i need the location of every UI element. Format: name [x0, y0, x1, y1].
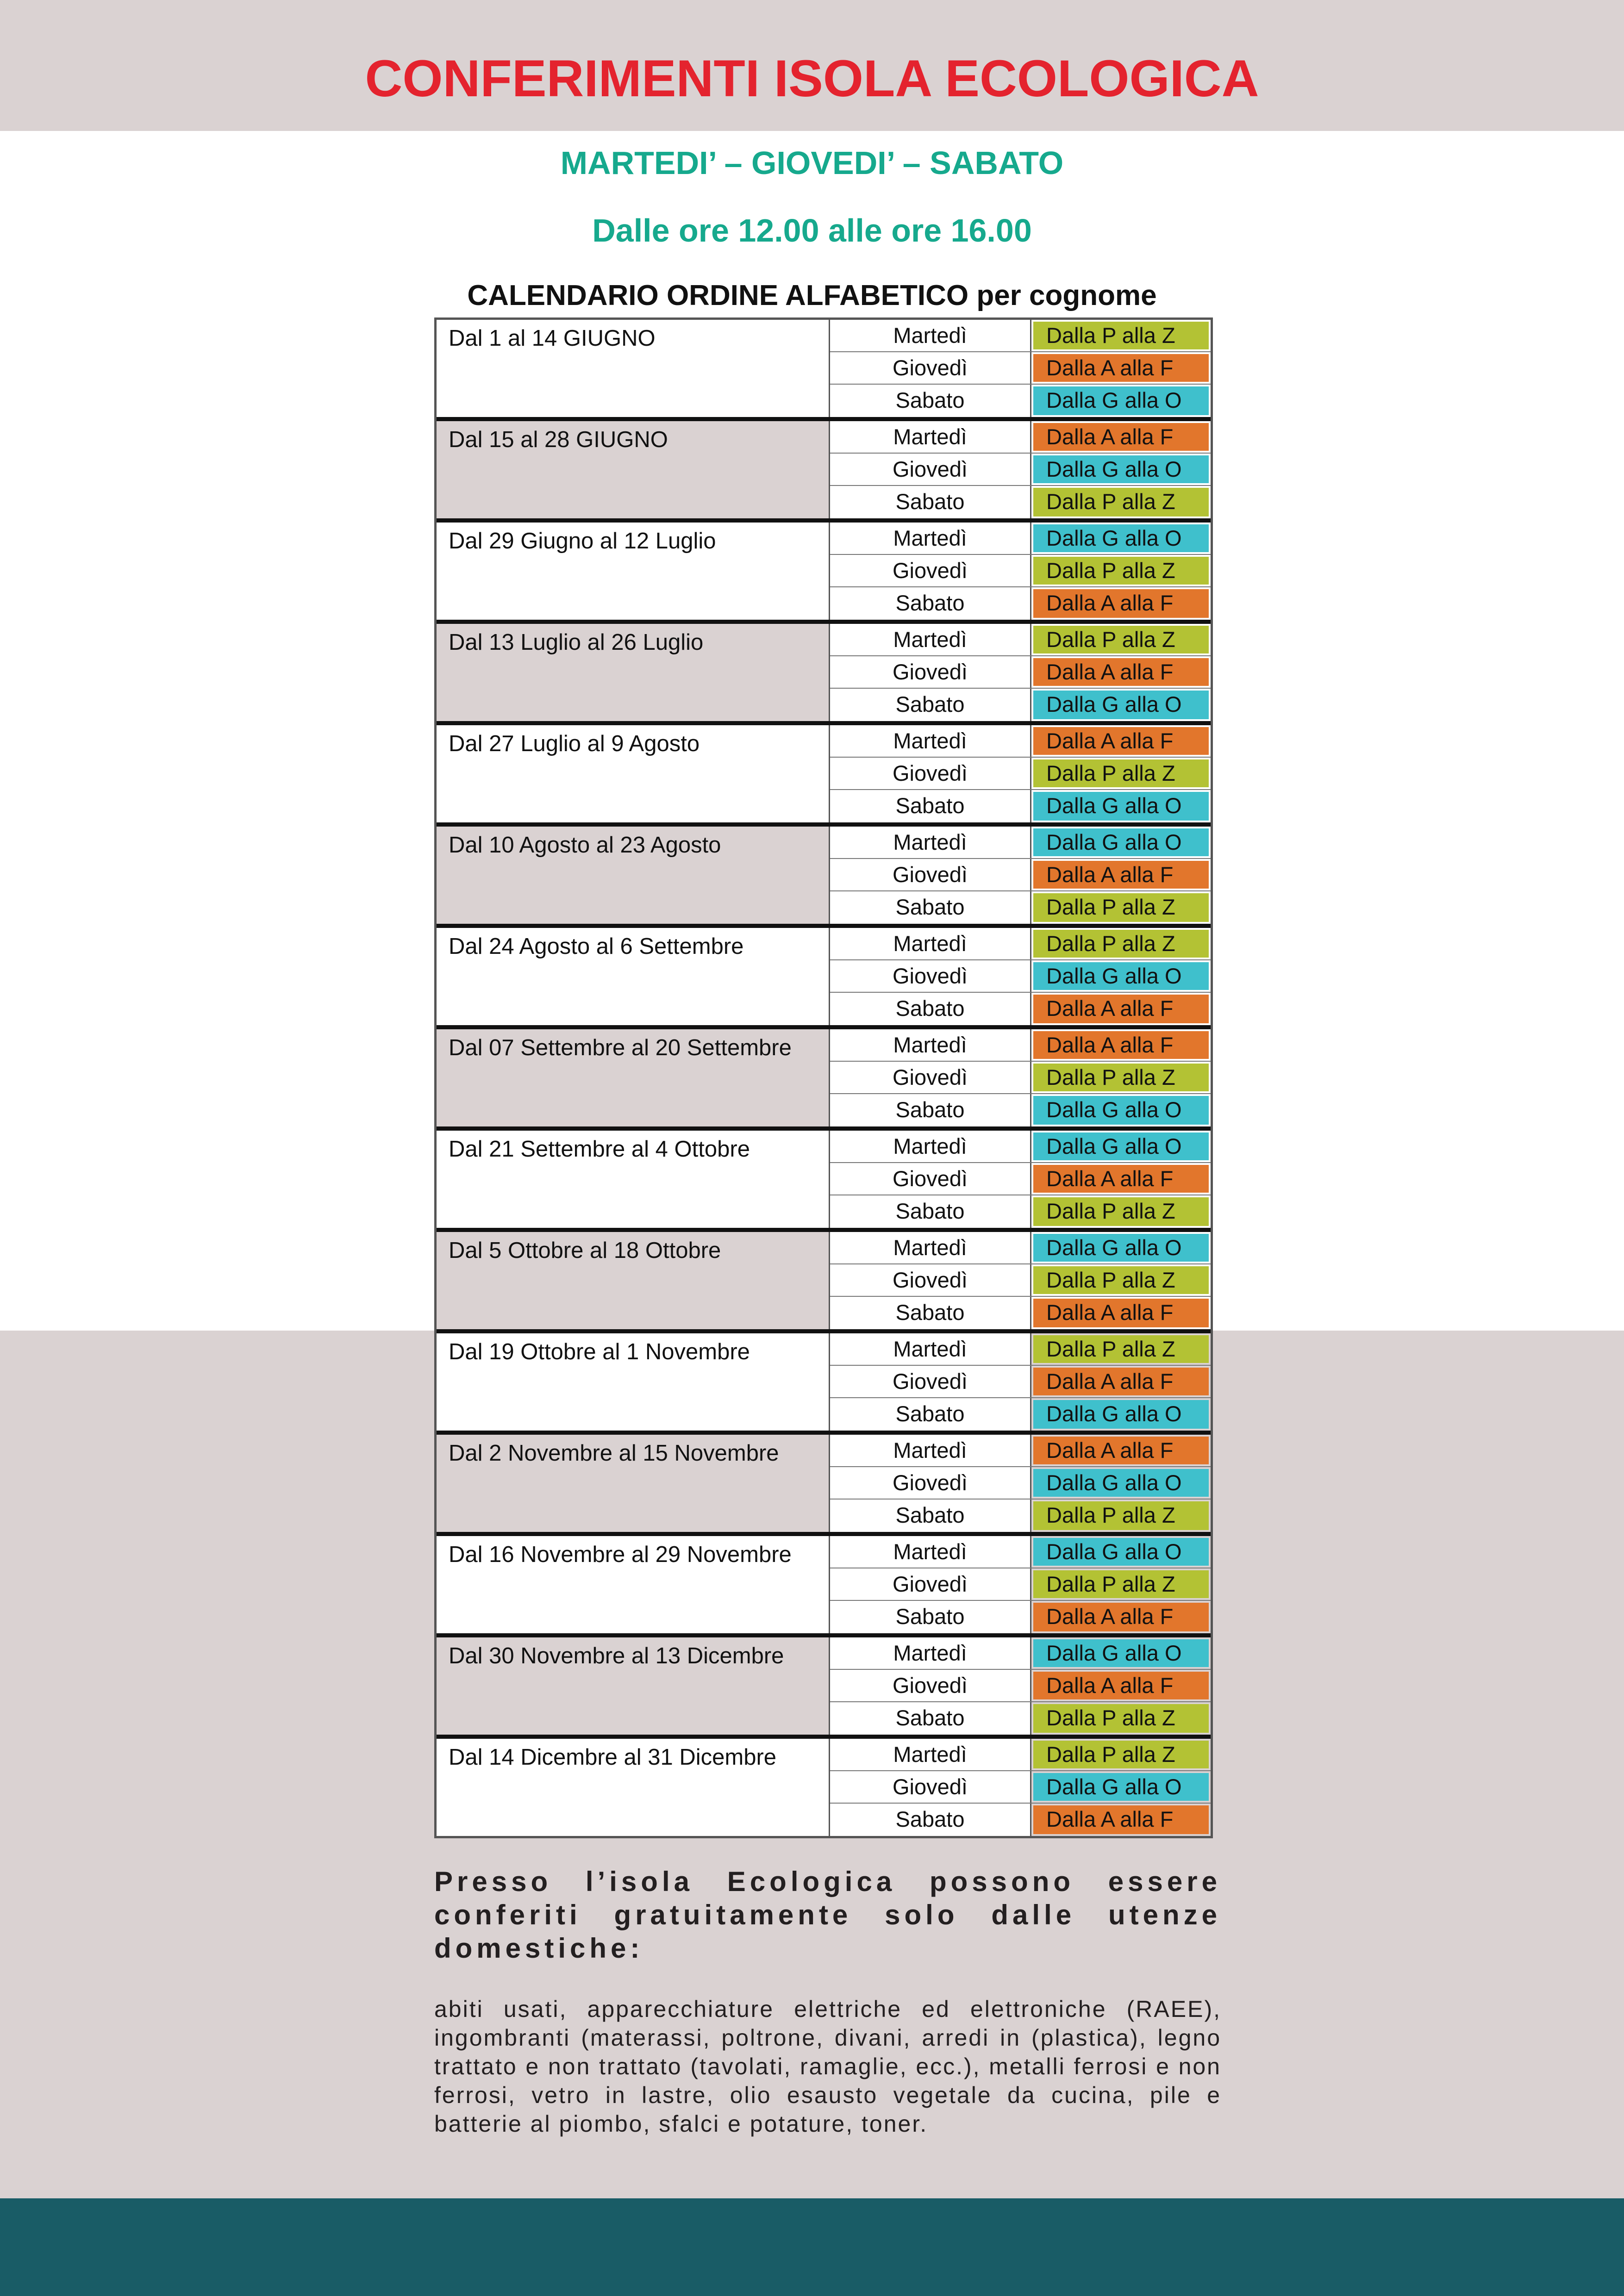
- table-row: [830, 1333, 1211, 1366]
- table-row: [830, 523, 1211, 555]
- day-cell: Sabato: [830, 1195, 1031, 1228]
- period-block: [437, 1536, 1211, 1637]
- period-range: Dal 24 Agosto al 6 Settembre: [437, 928, 830, 1025]
- table-row: [830, 624, 1211, 656]
- table-heading: CALENDARIO ORDINE ALFABETICO per cognome: [467, 280, 1157, 311]
- surname-range-cell: Dalla G alla O: [1033, 524, 1209, 552]
- day-cell: Giovedì: [830, 454, 1031, 485]
- surname-range-cell: Dalla P alla Z: [1033, 1266, 1209, 1294]
- table-row: [830, 1670, 1211, 1702]
- surname-range-cell: Dalla G alla O: [1033, 386, 1209, 415]
- table-row: [830, 1297, 1211, 1329]
- table-row: [830, 1195, 1211, 1228]
- day-cell: Martedì: [830, 928, 1031, 959]
- page-title: CONFERIMENTI ISOLA ECOLOGICA: [365, 50, 1259, 107]
- surname-range-cell: Dalla P alla Z: [1033, 626, 1209, 653]
- surname-range-cell: Dalla A alla F: [1033, 1437, 1209, 1464]
- surname-range-cell: Dalla A alla F: [1033, 1672, 1209, 1699]
- surname-range-cell: Dalla G alla O: [1033, 1639, 1209, 1667]
- surname-range-cell: Dalla P alla Z: [1033, 1570, 1209, 1598]
- surname-range-cell: Dalla P alla Z: [1033, 1501, 1209, 1530]
- schedule-table: [434, 317, 1213, 1838]
- surname-range-cell: Dalla A alla F: [1033, 1368, 1209, 1395]
- day-cell: Giovedì: [830, 1771, 1031, 1803]
- day-cell: Sabato: [830, 1702, 1031, 1735]
- table-row: [830, 928, 1211, 960]
- day-cell: Sabato: [830, 486, 1031, 518]
- surname-range-cell: Dalla G alla O: [1033, 455, 1209, 483]
- day-cell: Giovedì: [830, 1670, 1031, 1701]
- opening-days: MARTEDI’ – GIOVEDI’ – SABATO: [560, 145, 1064, 181]
- surname-range-cell: Dalla G alla O: [1033, 1469, 1209, 1497]
- surname-range-cell: Dalla A alla F: [1033, 861, 1209, 889]
- table-row: [830, 1398, 1211, 1431]
- period-block: [437, 421, 1211, 523]
- day-cell: Sabato: [830, 385, 1031, 417]
- table-row: [830, 1366, 1211, 1398]
- surname-range-cell: Dalla P alla Z: [1033, 322, 1209, 349]
- table-row: [830, 1232, 1211, 1264]
- surname-range-cell: Dalla A alla F: [1033, 354, 1209, 382]
- day-cell: Martedì: [830, 1739, 1031, 1770]
- day-cell: Sabato: [830, 790, 1031, 822]
- surname-range-cell: Dalla A alla F: [1033, 727, 1209, 755]
- day-cell: Sabato: [830, 1297, 1031, 1329]
- day-cell: Martedì: [830, 725, 1031, 757]
- table-row: [830, 656, 1211, 689]
- surname-range-cell: Dalla A alla F: [1033, 589, 1209, 618]
- surname-range-cell: Dalla A alla F: [1033, 658, 1209, 686]
- table-row: [830, 891, 1211, 924]
- table-row: [830, 1062, 1211, 1094]
- table-row: [830, 1467, 1211, 1500]
- day-cell: Sabato: [830, 891, 1031, 924]
- surname-range-cell: Dalla P alla Z: [1033, 488, 1209, 516]
- day-cell: Martedì: [830, 1637, 1031, 1669]
- surname-range-cell: Dalla P alla Z: [1033, 930, 1209, 958]
- table-row: [830, 1029, 1211, 1062]
- period-block: [437, 1232, 1211, 1333]
- day-cell: Sabato: [830, 1094, 1031, 1126]
- table-row: [830, 421, 1211, 454]
- table-row: [830, 1771, 1211, 1804]
- day-cell: Sabato: [830, 993, 1031, 1025]
- period-block: [437, 1739, 1211, 1836]
- table-row: [830, 1264, 1211, 1297]
- surname-range-cell: Dalla G alla O: [1033, 691, 1209, 719]
- surname-range-cell: Dalla A alla F: [1033, 1805, 1209, 1834]
- period-block: [437, 1029, 1211, 1131]
- period-range: Dal 13 Luglio al 26 Luglio: [437, 624, 830, 721]
- surname-range-cell: Dalla G alla O: [1033, 1773, 1209, 1801]
- day-cell: Giovedì: [830, 1467, 1031, 1499]
- surname-range-cell: Dalla A alla F: [1033, 423, 1209, 451]
- table-row: [830, 486, 1211, 518]
- day-cell: Martedì: [830, 1333, 1031, 1365]
- table-row: [830, 1568, 1211, 1601]
- surname-range-cell: Dalla G alla O: [1033, 1234, 1209, 1262]
- day-cell: Giovedì: [830, 1163, 1031, 1195]
- table-row: [830, 859, 1211, 891]
- table-row: [830, 1500, 1211, 1532]
- day-cell: Giovedì: [830, 1568, 1031, 1600]
- footer-band: [0, 2198, 1624, 2296]
- surname-range-cell: Dalla A alla F: [1033, 1165, 1209, 1193]
- day-cell: Sabato: [830, 1804, 1031, 1836]
- table-row: [830, 758, 1211, 790]
- surname-range-cell: Dalla G alla O: [1033, 1132, 1209, 1160]
- period-range: Dal 16 Novembre al 29 Novembre: [437, 1536, 830, 1633]
- day-cell: Sabato: [830, 1601, 1031, 1633]
- day-cell: Martedì: [830, 1029, 1031, 1061]
- period-block: [437, 725, 1211, 827]
- surname-range-cell: Dalla P alla Z: [1033, 1741, 1209, 1768]
- period-block: [437, 320, 1211, 421]
- surname-range-cell: Dalla G alla O: [1033, 1400, 1209, 1429]
- day-cell: Martedì: [830, 523, 1031, 554]
- table-row: [830, 1702, 1211, 1735]
- info-heading: Presso l’isola Ecologica possono essere conferiti gratuitamente solo dalle utenze domestiche:: [434, 1866, 1221, 1964]
- surname-range-cell: Dalla G alla O: [1033, 828, 1209, 856]
- day-cell: Giovedì: [830, 1366, 1031, 1397]
- period-block: [437, 1131, 1211, 1232]
- surname-range-cell: Dalla A alla F: [1033, 1603, 1209, 1631]
- day-cell: Sabato: [830, 587, 1031, 620]
- period-range: Dal 15 al 28 GIUGNO: [437, 421, 830, 518]
- table-row: [830, 960, 1211, 993]
- table-row: [830, 1094, 1211, 1126]
- day-cell: Giovedì: [830, 1062, 1031, 1093]
- day-cell: Martedì: [830, 1536, 1031, 1568]
- table-row: [830, 1739, 1211, 1771]
- table-row: [830, 1601, 1211, 1633]
- period-block: [437, 624, 1211, 725]
- surname-range-cell: Dalla G alla O: [1033, 962, 1209, 990]
- period-block: [437, 928, 1211, 1029]
- table-row: [830, 1637, 1211, 1670]
- table-row: [830, 320, 1211, 352]
- period-range: Dal 2 Novembre al 15 Novembre: [437, 1435, 830, 1532]
- table-row: [830, 1536, 1211, 1568]
- table-row: [830, 454, 1211, 486]
- surname-range-cell: Dalla P alla Z: [1033, 1704, 1209, 1733]
- day-cell: Martedì: [830, 320, 1031, 351]
- surname-range-cell: Dalla G alla O: [1033, 1538, 1209, 1566]
- day-cell: Martedì: [830, 1435, 1031, 1466]
- day-cell: Giovedì: [830, 859, 1031, 890]
- table-row: [830, 1163, 1211, 1195]
- period-block: [437, 1435, 1211, 1536]
- period-range: Dal 07 Settembre al 20 Settembre: [437, 1029, 830, 1126]
- period-range: Dal 29 Giugno al 12 Luglio: [437, 523, 830, 620]
- table-row: [830, 993, 1211, 1025]
- surname-range-cell: Dalla P alla Z: [1033, 1064, 1209, 1091]
- period-range: Dal 1 al 14 GIUGNO: [437, 320, 830, 417]
- period-range: Dal 14 Dicembre al 31 Dicembre: [437, 1739, 830, 1836]
- info-body: abiti usati, apparecchiature elettriche ed elettroniche (RAEE), ingombranti (materassi, poltrone, divani, arredi in (plastica), legno trattato e non trattato (tavolati, ramaglie, ecc.), metalli ferrosi e non ferrosi, vetro in lastre, olio esausto vegetale da cucina, pile e batterie al piombo, sfalci e potature, toner.: [434, 1996, 1221, 2137]
- table-row: [830, 689, 1211, 721]
- day-cell: Martedì: [830, 1232, 1031, 1263]
- period-block: [437, 523, 1211, 624]
- table-row: [830, 1804, 1211, 1836]
- surname-range-cell: Dalla G alla O: [1033, 1096, 1209, 1125]
- surname-range-cell: Dalla P alla Z: [1033, 759, 1209, 787]
- table-row: [830, 385, 1211, 417]
- table-row: [830, 1435, 1211, 1467]
- period-range: Dal 19 Ottobre al 1 Novembre: [437, 1333, 830, 1431]
- day-cell: Sabato: [830, 1500, 1031, 1532]
- surname-range-cell: Dalla G alla O: [1033, 792, 1209, 821]
- surname-range-cell: Dalla A alla F: [1033, 1031, 1209, 1059]
- day-cell: Giovedì: [830, 352, 1031, 384]
- surname-range-cell: Dalla P alla Z: [1033, 1335, 1209, 1363]
- day-cell: Martedì: [830, 624, 1031, 655]
- period-range: Dal 21 Settembre al 4 Ottobre: [437, 1131, 830, 1228]
- day-cell: Giovedì: [830, 960, 1031, 992]
- surname-range-cell: Dalla A alla F: [1033, 1299, 1209, 1327]
- surname-range-cell: Dalla P alla Z: [1033, 1197, 1209, 1226]
- period-block: [437, 1333, 1211, 1435]
- day-cell: Martedì: [830, 1131, 1031, 1162]
- period-block: [437, 1637, 1211, 1739]
- period-range: Dal 5 Ottobre al 18 Ottobre: [437, 1232, 830, 1329]
- period-range: Dal 10 Agosto al 23 Agosto: [437, 827, 830, 924]
- day-cell: Sabato: [830, 1398, 1031, 1431]
- surname-range-cell: Dalla A alla F: [1033, 995, 1209, 1023]
- day-cell: Giovedì: [830, 758, 1031, 789]
- table-row: [830, 790, 1211, 822]
- opening-hours: Dalle ore 12.00 alle ore 16.00: [592, 212, 1032, 249]
- table-row: [830, 352, 1211, 385]
- day-cell: Sabato: [830, 689, 1031, 721]
- table-row: [830, 587, 1211, 620]
- table-row: [830, 827, 1211, 859]
- table-row: [830, 555, 1211, 587]
- period-range: Dal 30 Novembre al 13 Dicembre: [437, 1637, 830, 1735]
- day-cell: Giovedì: [830, 656, 1031, 688]
- period-block: [437, 827, 1211, 928]
- day-cell: Giovedì: [830, 1264, 1031, 1296]
- day-cell: Martedì: [830, 421, 1031, 453]
- day-cell: Martedì: [830, 827, 1031, 858]
- surname-range-cell: Dalla P alla Z: [1033, 557, 1209, 585]
- table-row: [830, 1131, 1211, 1163]
- day-cell: Giovedì: [830, 555, 1031, 586]
- surname-range-cell: Dalla P alla Z: [1033, 893, 1209, 922]
- period-range: Dal 27 Luglio al 9 Agosto: [437, 725, 830, 822]
- table-row: [830, 725, 1211, 758]
